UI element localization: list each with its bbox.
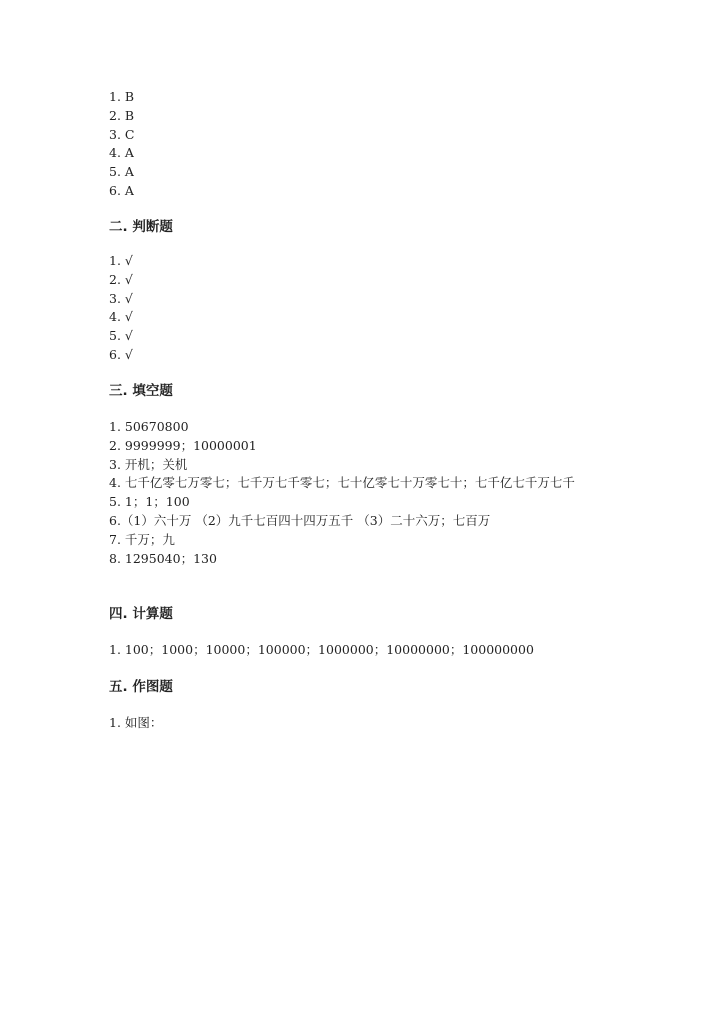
- answer-item: 4. 七千亿零七万零七；七千万七千零七；七十亿零七十万零七十；七千亿七千万七千: [109, 475, 575, 491]
- judgement-answers: [109, 252, 609, 365]
- answer-item: 1. 如图：: [109, 715, 163, 730]
- section-heading-calculation: 四. 计算题: [109, 606, 173, 622]
- answer-item: 5. √: [109, 328, 133, 344]
- answer-item: 5. A: [109, 164, 134, 180]
- answer-item: 1. 50670800: [109, 419, 189, 434]
- answer-item: 3. C: [109, 126, 135, 142]
- answer-item: 6.（1）六十万 （2）九千七百四十四万五千 （3）二十六万；七百万: [109, 512, 491, 528]
- answer-item: 1. B: [109, 89, 135, 104]
- answer-item: 8. 1295040；130: [109, 550, 217, 566]
- answer-item: 6. A: [109, 182, 134, 198]
- answer-item: 5. 1；1；100: [109, 494, 190, 510]
- answer-item: 3. √: [109, 290, 133, 306]
- answer-item: 2. 9999999；10000001: [109, 437, 257, 453]
- drawing-answers: [109, 714, 609, 733]
- answer-item: 1. √: [109, 253, 133, 268]
- answer-item: 4. A: [109, 145, 134, 161]
- section-heading-drawing: 五. 作图题: [109, 679, 173, 695]
- answer-item: 3. 开机；关机: [109, 456, 188, 472]
- answer-item: 4. √: [109, 309, 133, 325]
- section-heading-fill-blank: 三. 填空题: [109, 383, 173, 399]
- answer-item: 7. 千万；九: [109, 531, 175, 547]
- answer-item: 6. √: [109, 346, 133, 362]
- answer-item: 1. 100；1000；10000；100000；1000000；10000000；100000000: [109, 642, 534, 657]
- section-heading-judgement: 二. 判断题: [109, 219, 173, 235]
- fill-blank-answers: [109, 418, 609, 568]
- calculation-answers: [109, 641, 609, 660]
- answer-item: 2. √: [109, 271, 133, 287]
- answer-item: 2. B: [109, 107, 135, 123]
- choice-answers: [109, 88, 609, 201]
